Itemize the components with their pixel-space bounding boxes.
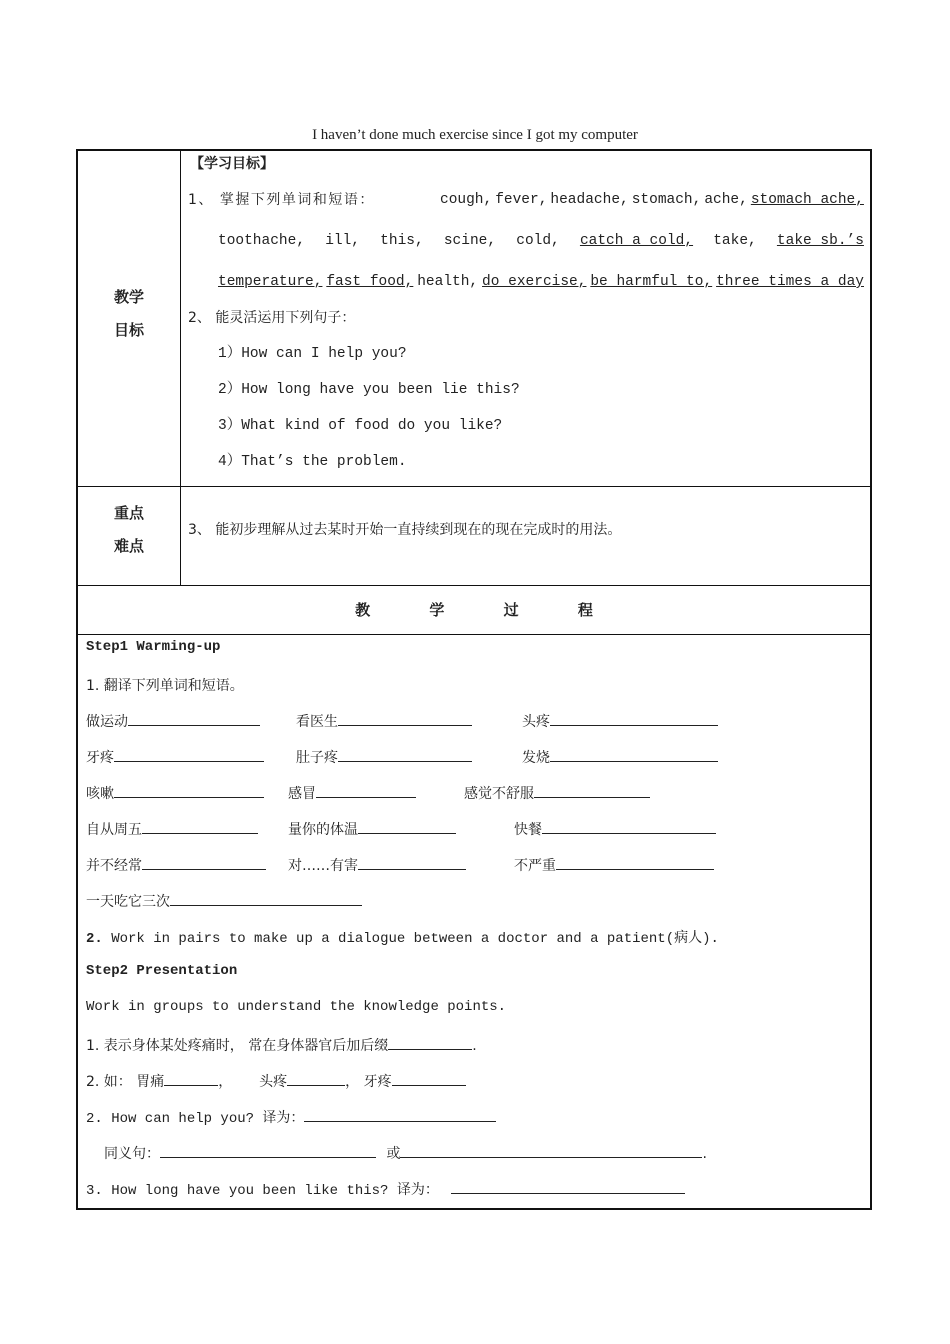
translate-prompt: 肚子疼 xyxy=(296,750,338,766)
answer-blank[interactable] xyxy=(338,711,472,726)
translate-prompt: 做运动 xyxy=(86,714,128,730)
vocab-phrase: be harmful to, xyxy=(590,274,713,290)
translate-prompt: 头疼 xyxy=(259,1074,288,1090)
step2-line4 xyxy=(104,1143,707,1163)
step2-line5 xyxy=(86,1179,685,1199)
answer-blank[interactable] xyxy=(542,819,716,834)
translate-prompt: 发烧 xyxy=(522,750,550,766)
goals-label-line1: 教学 xyxy=(113,288,144,306)
answer-blank[interactable] xyxy=(451,1179,685,1194)
vocab-word: ache, xyxy=(704,192,748,208)
answer-blank[interactable] xyxy=(128,711,260,726)
step2-line2: 2. 如： 胃痛 ， 头疼 ， 牙疼 xyxy=(86,1071,466,1091)
vocab-word: cold, xyxy=(516,233,560,249)
vocab-phrase: fast food, xyxy=(326,274,414,290)
answer-blank[interactable] xyxy=(556,855,714,870)
translate-prompt: 胃痛 xyxy=(136,1074,165,1090)
step1-title: Step1 Warming-up xyxy=(86,639,221,655)
translate-prompt: 并不经常 xyxy=(86,858,142,874)
step2-intro: Work in groups to understand the knowledge points. xyxy=(86,999,507,1015)
line-text: 2. 如： xyxy=(86,1074,132,1090)
vocab-phrase: stomach ache, xyxy=(750,192,864,208)
step1-item1: 1. 翻译下列单词和短语。 xyxy=(86,678,244,694)
answer-blank[interactable] xyxy=(164,1071,218,1086)
vocab-line-2 xyxy=(218,231,864,251)
answer-blank[interactable] xyxy=(114,747,264,762)
vocab-phrase: do exercise, xyxy=(482,274,587,290)
sentence-3: 3）What kind of food do you like? xyxy=(218,418,503,434)
step2-line1 xyxy=(86,1035,477,1055)
vocab-word: scine, xyxy=(443,233,497,249)
translate-prompt: 不严重 xyxy=(514,858,556,874)
translate-prompt: 牙疼 xyxy=(363,1074,392,1090)
vocab-word: cough, xyxy=(440,192,493,208)
sentence-4: 4）That’s the problem. xyxy=(218,454,407,470)
key-label xyxy=(78,497,180,563)
row-divider xyxy=(78,634,870,635)
item-text: Work in pairs to make up a dialogue between a doctor and a patient(病人). xyxy=(111,931,719,947)
line-text: 同义句： xyxy=(104,1146,160,1162)
vocab-word: this, xyxy=(380,233,424,249)
vocab-phrase: take sb.’s xyxy=(776,233,864,249)
answer-blank[interactable] xyxy=(142,855,266,870)
vocab-word: headache, xyxy=(550,192,629,208)
vocab-phrase: three times a day xyxy=(716,274,864,290)
answer-blank[interactable] xyxy=(534,783,650,798)
translate-prompt: 咳嗽 xyxy=(86,786,114,802)
goals-label-line2: 目标 xyxy=(113,321,144,339)
vocab-word: toothache, xyxy=(218,233,306,249)
vocab-word: fever, xyxy=(495,192,548,208)
goals-item1 xyxy=(188,190,375,211)
key-label-line1: 重点 xyxy=(113,504,144,522)
answer-blank[interactable] xyxy=(358,855,466,870)
translate-prompt: 感冒 xyxy=(288,786,316,802)
vocab-line-1 xyxy=(440,190,864,210)
answer-blank[interactable] xyxy=(287,1071,345,1086)
vocab-word: ill, xyxy=(325,233,360,249)
key-label-line2: 难点 xyxy=(113,537,144,555)
translate-prompt: 牙疼 xyxy=(86,750,114,766)
column-divider xyxy=(180,151,181,585)
line-text: 1. 表示身体某处疼痛时， 常在身体器官后加后缀 xyxy=(86,1038,389,1054)
answer-blank[interactable] xyxy=(358,819,456,834)
key-item3: 3、 能初步理解从过去某时开始一直持续到现在的现在完成时的用法。 xyxy=(188,522,622,538)
vocab-phrase: catch a cold, xyxy=(579,233,694,249)
answer-blank[interactable] xyxy=(550,747,718,762)
document-title: I haven’t done much exercise since I got my computer xyxy=(312,127,638,143)
goals-item2: 2、 能灵活运用下列句子： xyxy=(188,310,356,326)
answer-blank[interactable] xyxy=(304,1107,496,1122)
line-end: . xyxy=(472,1038,477,1054)
answer-blank[interactable] xyxy=(400,1143,702,1158)
goals-label xyxy=(78,281,180,347)
translate-prompt: 看医生 xyxy=(296,714,338,730)
vocab-line-3 xyxy=(218,272,864,292)
translate-prompt: 量你的体温 xyxy=(288,822,358,838)
translate-prompt: 快餐 xyxy=(514,822,542,838)
line-text: 或 xyxy=(386,1146,401,1162)
item-number: 2. xyxy=(86,931,103,947)
answer-blank[interactable] xyxy=(160,1143,376,1158)
vocab-word: stomach, xyxy=(631,192,702,208)
vocab-word: health, xyxy=(417,274,479,290)
step1-item2 xyxy=(86,927,719,947)
translate-prompt: 对……有害 xyxy=(288,858,358,874)
answer-blank[interactable] xyxy=(392,1071,466,1086)
sentence-1: 1）How can I help you? xyxy=(218,346,407,362)
step2-line3 xyxy=(86,1107,496,1127)
answer-blank[interactable] xyxy=(338,747,472,762)
answer-blank[interactable] xyxy=(550,711,718,726)
answer-blank[interactable] xyxy=(114,783,264,798)
line-end: . xyxy=(702,1146,707,1162)
goals-item1-prefix: 1、 掌握下列单词和短语： xyxy=(188,192,375,208)
line-text: 2. How can help you? 译为： xyxy=(86,1111,305,1127)
answer-blank[interactable] xyxy=(142,819,258,834)
answer-blank[interactable] xyxy=(388,1035,472,1050)
goals-heading: 【学习目标】 xyxy=(190,156,274,172)
answer-blank[interactable] xyxy=(170,891,362,906)
translate-prompt: 一天吃它三次 xyxy=(86,894,170,910)
vocab-word: take, xyxy=(713,233,757,249)
translate-prompt: 自从周五 xyxy=(86,822,142,838)
vocab-phrase: temperature, xyxy=(218,274,323,290)
process-header: 教 学 过 程 xyxy=(355,601,593,619)
translate-prompt: 感觉不舒服 xyxy=(464,786,534,802)
translate-prompt: 头疼 xyxy=(522,714,550,730)
lesson-table xyxy=(76,149,872,1210)
line-text: 3. How long have you been like this? 译为： xyxy=(86,1183,439,1199)
sentence-2: 2）How long have you been lie this? xyxy=(218,382,520,398)
row-divider xyxy=(78,486,870,487)
answer-blank[interactable] xyxy=(316,783,416,798)
step2-title: Step2 Presentation xyxy=(86,963,238,979)
